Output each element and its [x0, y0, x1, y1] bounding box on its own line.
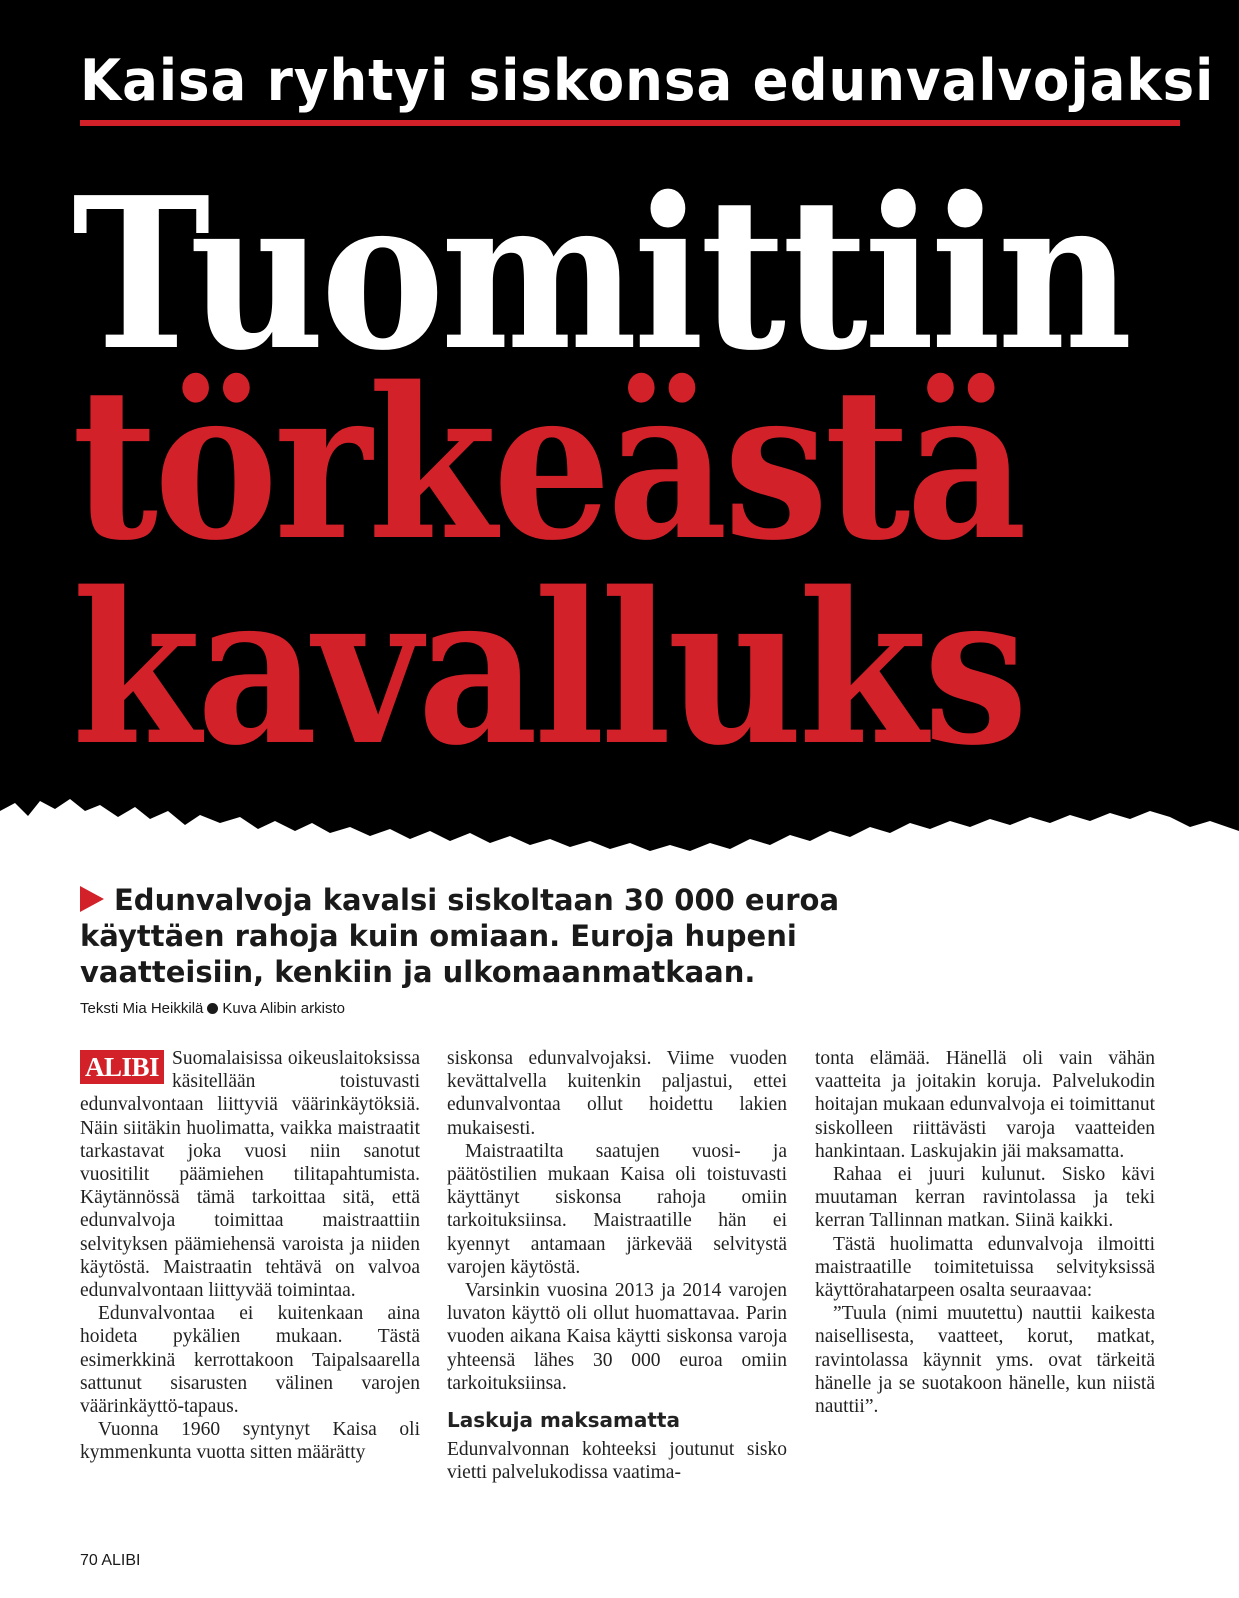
- paragraph: Rahaa ei juuri kulunut. Sisko kävi muutaman kerran ravintolassa ja teki kerran Tallinnan matkan. Siinä kaikki.: [815, 1164, 1155, 1232]
- byline-photo-credit: Alibin arkisto: [259, 1000, 345, 1017]
- headline-line-3: kavalluks: [72, 545, 1025, 792]
- paragraph: Suomalaisissa oikeuslaitoksissa käsitellään toistuvasti edunvalvontaan liittyviä väärinkäytöksiä. Näin siitäkin huolimatta, vaikka maistraatit tarkastavat joka vuosi niin sanotut vuositilit päämiehen tilitapahtumista. Käytännössä tämä tarkoittaa sitä, että edunvalvoja toimittaa maistraattiin selvityksen päämiehensä varoista ja niiden käytöstä. Maistraatin tehtävä on valvoa edunvalvontaan liittyvää toimintaa.: [80, 1048, 420, 1302]
- paragraph: Tästä huolimatta edunvalvoja ilmoitti maistraatille toimitetuissa selvityksissä käyttörahatarpeen osalta seuraavaa:: [815, 1233, 1155, 1302]
- headline-line-2: törkeästä: [72, 340, 1023, 587]
- byline-text-label: Teksti: [80, 1000, 119, 1017]
- alibi-badge: ALIBI: [80, 1050, 164, 1084]
- bullet-dot-icon: [207, 1003, 218, 1014]
- byline-photo-label: Kuva: [222, 1000, 257, 1017]
- lead-paragraph: [80, 882, 900, 990]
- torn-paper-edge: [0, 781, 1239, 861]
- lead-text: Edunvalvoja kavalsi siskoltaan 30 000 euroa käyttäen rahoja kuin omiaan. Euroja hupeni vaatteisiin, kenkiin ja ulkomaanmatkaan.: [80, 883, 840, 989]
- paragraph: Edunvalvonnan kohteeksi joutunut sisko vietti palvelukodissa vaatima-: [447, 1439, 787, 1484]
- paragraph: tonta elämää. Hänellä oli vain vähän vaatteita ja joitakin koruja. Palvelukodin hoitajan mukaan edunvalvoja ei toimittanut siskolleen riittävästi varoja vaatteiden hankintaan. Laskujakin jäi maksamatta.: [815, 1048, 1155, 1162]
- article-column-3: [815, 1047, 1155, 1418]
- byline: [80, 1000, 345, 1017]
- byline-author: Mia Heikkilä: [122, 1000, 204, 1017]
- article-column-2: [447, 1047, 787, 1485]
- quote-paragraph: ”Tuula (nimi muutettu) nauttii kaikesta naisellisesta, vaatteet, korut, matkat, ravintolassa käynnit yms. ovat tärkeitä hänelle ja se suotakoon hänelle, kun niistä nauttii”.: [815, 1303, 1155, 1418]
- article-column-1: [80, 1047, 420, 1465]
- headline-line-1: Tuomittiin: [72, 150, 1129, 397]
- paragraph: siskonsa edunvalvojaksi. Viime vuoden kevättalvella kuitenkin paljastui, ettei edunvalvontaa ollut hoidettu lakien mukaisesti.: [447, 1048, 787, 1139]
- paragraph: Edunvalvontaa ei kuitenkaan aina hoideta pykälien mukaan. Tästä esimerkkinä kerrottakoon Taipalsaarella sattunut sisarusten välinen varojen väärinkäyttö-tapaus.: [80, 1303, 420, 1418]
- kicker-rule: [80, 120, 1180, 126]
- kicker-title: Kaisa ryhtyi siskonsa edunvalvojaksi: [80, 48, 1215, 114]
- paragraph: Maistraatilta saatujen vuosi- ja päätöstilien mukaan Kaisa oli toistuvasti käyttänyt siskonsa rahoja omiin tarkoituksiinsa. Maistraatille hän ei kyennyt antamaan järkevää selvitystä varojen käytöstä.: [447, 1140, 787, 1278]
- paragraph: Varsinkin vuosina 2013 ja 2014 varojen luvaton käyttö oli ollut huomattavaa. Parin vuoden aikana Kaisa käytti siskonsa varoja yhteensä lähes 30 000 euroa omiin tarkoituksiinsa.: [447, 1280, 787, 1394]
- subheading: Laskuja maksamatta: [447, 1408, 680, 1433]
- paragraph: Vuonna 1960 syntynyt Kaisa oli kymmenkunta vuotta sitten määrätty: [80, 1419, 420, 1464]
- arrow-right-icon: [80, 886, 104, 912]
- page-folio: 70 ALIBI: [80, 1552, 141, 1569]
